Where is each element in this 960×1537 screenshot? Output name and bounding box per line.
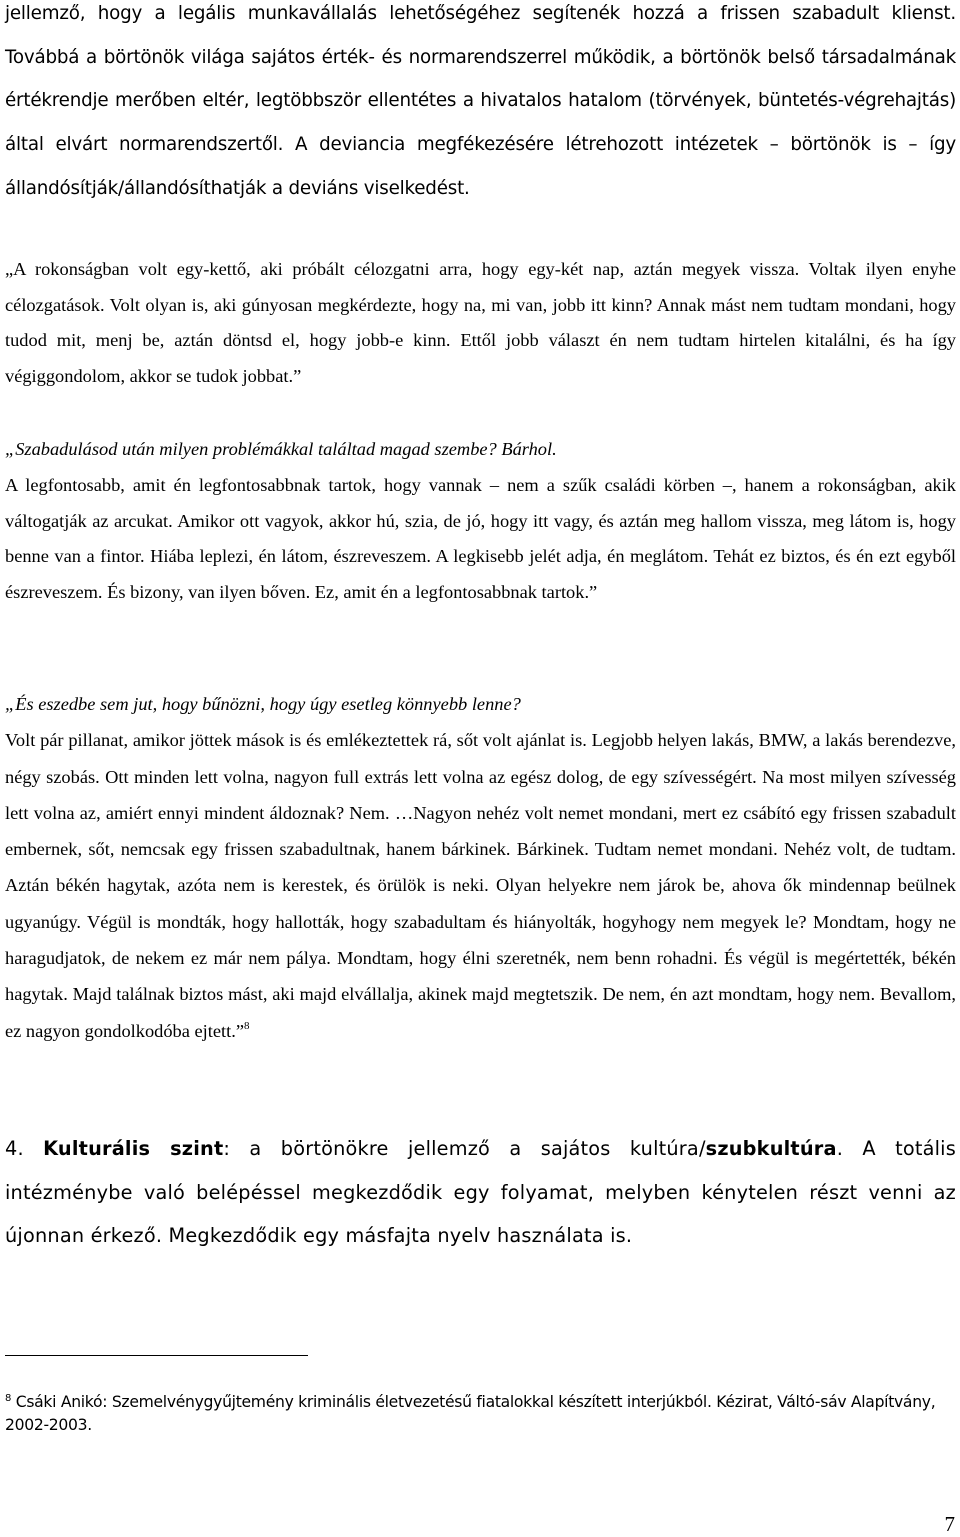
section-number: 4. xyxy=(5,1137,24,1160)
interview-answer-2: A legfontosabb, amit én legfontosabbnak tartok, hogy vannak – nem a szűk családi körben –, hanem a rokonságban, akik váltogatják az arcukat. Amikor ott vagyok, akkor hú, szia, de jó, hogy itt vagy, és aztán meg hallom vissza, meg látom is, hogy benne van a fintor. Hiába leplezi, én látom, észreveszem. A legkisebb jelét adja, én meglátom. Tehát ez biztos, és én ezt egyből észreveszem. És bizony, van ilyen bőven. Ez, amit én a legfontosabbnak tartok.” xyxy=(5,474,956,603)
interview-block-3 xyxy=(5,686,956,1052)
footnote-number: 8 xyxy=(5,1393,12,1404)
interview-answer-3: Volt pár pillanat, amikor jöttek mások is és emlékeztettek rá, sőt volt ajánlat is. Legjobb helyen lakás, BMW, a lakás berendezve, négy szobás. Ott minden lett volna, nagyon full extrás lett volna az egész dolog, de egy szívességért. Na most milyen szívesség lett volna az, amiért ennyi mindent áldoznak? Nem. …Nagyon nehéz volt nemet mondani, mert ez csábító egy frissen szabadult embernek, sőt, nemcsak egy frissen szabadultnak, hanem bárkinek. Bárkinek. Tudtam nemet mondani. Nehéz volt, de tudtam. Aztán békén hagytak, azóta nem is kerestek, és örülök is neki. Olyan helyekre nem járok be, ahova ők mindennap beülnek ugyanúgy. Végül is mondták, hogy hallották, hogy szabadultam és hiányolták, hogyhogy nem megyek le? Mondtam, hogy ne haragudjatok, de nekem ez már nem pálya. Mondtam, hogy élni szeretnék, nem benn rohadni. És végül is megértették, békén hagytak. Majd találnak biztos mást, aki majd elvállalja, akinek majd megtetszik. De nem, én azt mondtam, hogy nem. Bevallom, ez nagyon gondolkodóba ejtett.” xyxy=(5,730,956,1041)
page-number: 7 xyxy=(944,1512,955,1536)
section-text-before: : a börtönökre jellemző a sajátos kultúra/ xyxy=(223,1137,706,1160)
intro-paragraph: jellemző, hogy a legális munkavállalás lehetőségéhez segítenék hozzá a frissen szabadult klienst. Továbbá a börtönök világa sajátos érték- és normarendszerrel működik, a börtönök belső társadalmának értékrendje merőben eltér, legtöbbször ellentétes a hivatalos hatalom (törvények, büntetés-végrehajtás) által elvárt normarendszertől. A deviancia megfékezésére létrehozott intézetek – börtönök is – így állandósítják/állandósíthatják a deviáns viselkedést. xyxy=(5,3,956,199)
section-keyword: szubkultúra xyxy=(705,1137,837,1160)
section-paragraph xyxy=(5,1127,956,1258)
interview-block-2 xyxy=(5,432,956,611)
interview-question-2: „Szabadulásod után milyen problémákkal találtad magad szembe? Bárhol. xyxy=(5,439,557,459)
footnote-text: Csáki Anikó: Szemelvénygyűjtemény kriminális életvezetésű fiatalokkal készített interjúkból. Kézirat, Váltó-sáv Alapítvány, 2002-2003. xyxy=(5,1393,936,1434)
footnote-reference[interactable]: 8 xyxy=(244,1019,250,1032)
interview-quote-1: „A rokonságban volt egy-kettő, aki próbált célozgatni arra, hogy egy-két nap, aztán megyek vissza. Voltak ilyen enyhe célozgatások. Volt olyan is, aki gúnyosan megkérdezte, hogy na, mi van, jobb itt kinn? Annak mást nem tudtam mondani, hogy tudod mit, menj be, aztán döntsd el, hogy jobb-e kinn. Ettől jobb választ én nem tudtam hirtelen kitalálni, és ha így végiggondolom, akkor se tudok jobbat.” xyxy=(5,259,956,386)
interview-question-3: „És eszedbe sem jut, hogy bűnözni, hogy úgy esetleg könnyebb lenne? xyxy=(5,694,521,714)
footnote xyxy=(5,1392,940,1436)
footnote-separator xyxy=(5,1355,308,1356)
section-term: Kulturális szint xyxy=(43,1137,224,1160)
section-text-after: . A totális intézménybe való belépéssel megkezdődik egy folyamat, melyben kénytelen részt venni az újonnan érkező. Megkezdődik egy másfajta nyelv használata is. xyxy=(5,1137,956,1247)
